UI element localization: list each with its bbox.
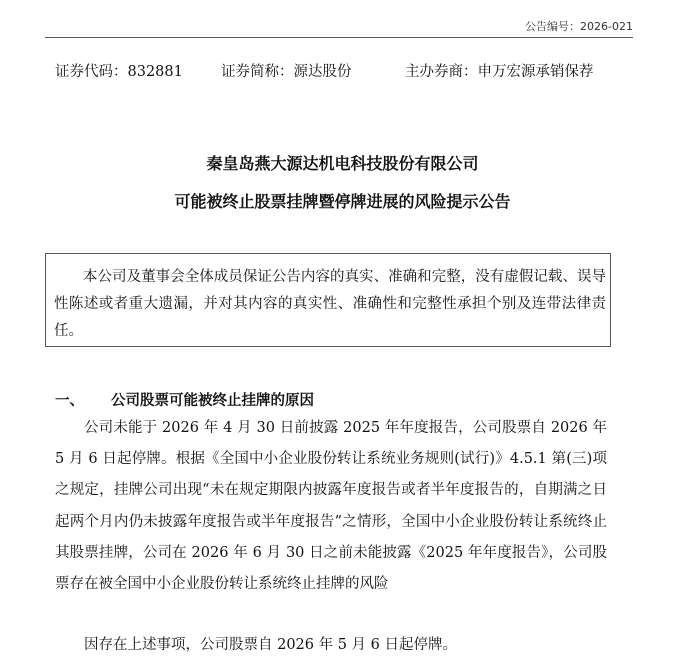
security-info-line: [55, 60, 594, 81]
security-code: 证券代码：832881: [55, 64, 183, 80]
board-guarantee-notice-box: [45, 253, 611, 347]
announcement-title: 可能被终止股票挂牌暨停牌进展的风险提示公告: [174, 192, 511, 211]
board-guarantee-text: 本公司及董事会全体成员保证公告内容的真实、准确和完整，没有虚假记载、误导性陈述或者重大遗漏，并对其内容的真实性、准确性和完整性承担个别及连带法律责任。: [54, 269, 606, 339]
security-short-name: 证券简称：源达股份: [221, 64, 352, 80]
sponsor-broker: 主办券商：申万宏源承销保荐: [405, 64, 594, 80]
section-heading: 公司股票可能被终止挂牌的原因: [111, 393, 314, 409]
section-number: 一、: [55, 392, 84, 409]
section-paragraph-reason: 公司未能于 2026 年 4 月 30 日前披露 2025 年年度报告，公司股票自 2026 年 5 月 6 日起停牌。根据《全国中小企业股份转让系统业务规则(试行)》4.5.1 第(三)项之规定，挂牌公司出现“未在规定期限内披露年度报告或者半年度报告的，自期满之日起两个月内仍未披露年度报告或半年度报告”之情形，全国中小企业股份转让系统终止其股票挂牌，公司在 2026 年 6 月 30 日之前未能披露《2025 年年度报告》，公司股票存在被全国中小企业股份转让系统终止挂牌的风险: [55, 420, 607, 593]
section-paragraph-suspension: 因存在上述事项，公司股票自 2026 年 5 月 6 日起停牌。: [84, 637, 458, 653]
announcement-number: 公告编号：2026-021: [525, 20, 633, 33]
header-rule: [45, 37, 633, 38]
company-name-title: 秦皇岛燕大源达机电科技股份有限公司: [206, 154, 479, 173]
